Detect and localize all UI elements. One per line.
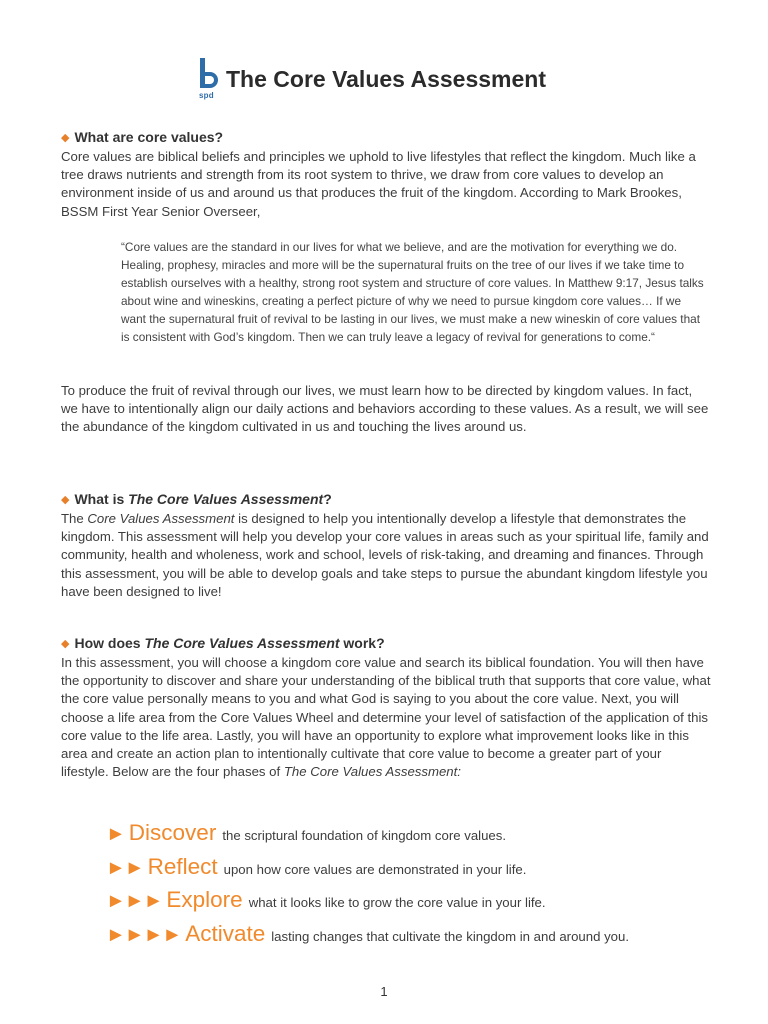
section-heading: ◆ What is The Core Values Assessment? <box>61 491 332 507</box>
phase-item-explore <box>106 887 629 921</box>
phase-description: lasting changes that cultivate the kingdom in and around you. <box>271 928 629 944</box>
page-title: The Core Values Assessment <box>226 65 547 92</box>
section-body: Core values are biblical beliefs and principles we uphold to live lifestyles that reflect the kingdom. Much like a tree draws nutrients and strength from its root system to thrive, we draw from core values to develop an environment inside of us and around us that produces the fruit of the kingdom. According to Mark Brookes, BSSM First Year Senior Overseer, <box>61 149 696 219</box>
section-body: The Core Values Assessment is designed to help you intentionally develop a lifestyle that demonstrates the kingdom. This assessment will help you develop your core values in areas such as your spiritual life, family and community, health and wholeness, work and school, levels of risk-taking, and dreaming and finances. Through this assessment, you will be able to develop goals and take steps to pursue the abundant kingdom lifestyle you have been designed to live! <box>61 511 709 599</box>
section-body: In this assessment, you will choose a kingdom core value and search its biblical foundation. You will then have the opportunity to discover and share your understanding of the biblical truth that supports that core value, what the core value personally means to you and what God is saying to you about the core value. Next, you will choose a life area from the Core Values Wheel and determine your level of satisfaction of the application of this core value to the life area. Lastly, you will have an opportunity to explore what improvement looks like in this area and create an action plan to intentionally cultivate that core value to become a greater part of your lifestyle. Below are the four phases of The Core Values Assessment: <box>61 655 711 780</box>
phase-name: Reflect <box>147 853 218 879</box>
section-heading: ◆ What are core values? <box>61 129 224 145</box>
section-body: To produce the fruit of revival through our lives, we must learn how to be directed by kingdom values. In fact, we have to intentionally align our daily actions and behaviors according to these values. As a result, we will see the abundance of the kingdom cultivated in us and touching the lives around us. <box>61 383 709 435</box>
arrow-icon: ►► <box>106 856 144 879</box>
section-heading: ◆ How does The Core Values Assessment work? <box>61 635 385 651</box>
page-number: 1 <box>380 984 388 999</box>
phase-item-reflect <box>106 854 629 888</box>
phase-name: Activate <box>185 920 266 946</box>
page-header <box>198 58 546 98</box>
phase-description: the scriptural foundation of kingdom core values. <box>222 828 507 843</box>
phase-description: what it looks like to grow the core value in your life. <box>248 895 546 910</box>
diamond-bullet-icon: ◆ <box>61 638 70 650</box>
section-what-are-core-values <box>61 128 711 221</box>
arrow-icon: ►►► <box>106 890 163 912</box>
arrow-icon: ► <box>106 823 125 845</box>
phases-list <box>106 820 629 954</box>
section-how-does-assessment-work <box>61 634 711 781</box>
diamond-bullet-icon: ◆ <box>61 494 70 506</box>
phase-item-activate <box>106 921 629 955</box>
logo-text: spd <box>199 91 214 100</box>
section-what-is-assessment <box>61 490 711 601</box>
phase-name: Explore <box>166 887 243 912</box>
phase-name: Discover <box>128 820 217 845</box>
diamond-bullet-icon: ◆ <box>61 132 70 144</box>
section-followup-paragraph <box>61 382 711 437</box>
block-quote: “Core values are the standard in our lives for what we believe, and are the motivation for everything we do. Healing, prophesy, miracles and more will be the supernatural fruits on the tree of our lives if we take time to establish ourselves with a healthy, strong root system and structure of core values. In Matthew 9:17, Jesus talks about wine and wineskins, creating a perfect picture of why we need to pursue kingdom core values… If we want the supernatural fruit of revival to be lasting in our lives, we must make a new wineskin of core values that is consistent with God’s kingdom. Then we can truly leave a legacy of revival for generations to come.“ <box>121 240 704 344</box>
phase-description: upon how core values are demonstrated in your life. <box>223 861 527 877</box>
phase-item-discover <box>106 820 629 854</box>
spd-logo <box>198 58 220 98</box>
arrow-icon: ►►►► <box>106 923 182 946</box>
